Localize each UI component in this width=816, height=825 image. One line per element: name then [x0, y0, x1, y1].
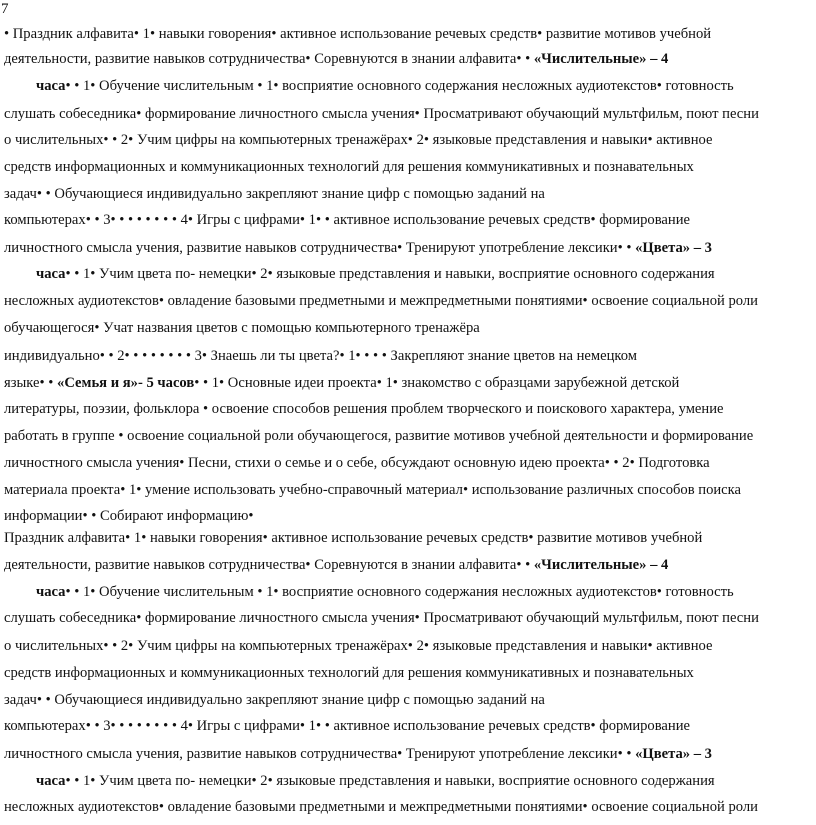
text-line: работать в группе • освоение социальной роли обучающегося, развитие мотивов учебной деятельности и формирование [4, 428, 754, 444]
text-line: средств информационных и коммуникационных технологий для решения коммуникативных и познавательных [4, 665, 694, 681]
text-line: о числительных• • 2• Учим цифры на компьютерных тренажёрах• 2• языковые представления и навыки• активное [4, 638, 713, 654]
text-line: материала проекта• 1• умение использовать учебно-справочный материал• использование различных способов поиска [4, 482, 741, 498]
text-line: личностного смысла учения, развитие навыков сотрудничества• Тренируют употребление лексики• • «Цвета» – 3 [4, 746, 712, 762]
text-line: слушать собеседника• формирование личностного смысла учения• Просматривают обучающий мультфильм, поют песни [4, 610, 759, 626]
text-line: часа• • 1• Обучение числительным • 1• восприятие основного содержания несложных аудиотекстов• готовность [36, 78, 734, 94]
text-line: обучающегося• Учат названия цветов с помощью компьютерного тренажёра [4, 320, 480, 336]
text-line: компьютерах• • 3• • • • • • • • 4• Игры с цифрами• 1• • активное использование речевых средств• формирование [4, 718, 690, 734]
text-line: часа• • 1• Учим цвета по- немецки• 2• языковые представления и навыки, восприятие основного содержания [36, 266, 715, 282]
text-line: о числительных• • 2• Учим цифры на компьютерных тренажёрах• 2• языковые представления и навыки• активное [4, 132, 713, 148]
text-line: слушать собеседника• формирование личностного смысла учения• Просматривают обучающий мультфильм, поют песни [4, 106, 759, 122]
text-line: личностного смысла учения• Песни, стихи о семье и о себе, обсуждают основную идею проекта• • 2• Подготовка [4, 455, 710, 471]
page-number: 7 [1, 1, 9, 17]
text-line: индивидуально• • 2• • • • • • • • 3• Знаешь ли ты цвета?• 1• • • • Закрепляют знание цветов на немецком [4, 348, 637, 364]
text-line: несложных аудиотекстов• овладение базовыми предметными и межпредметными понятиями• освоение социальной роли [4, 799, 758, 815]
text-line: задач• • Обучающиеся индивидуально закрепляют знание цифр с помощью заданий на [4, 186, 545, 202]
text-line: деятельности, развитие навыков сотрудничества• Соревнуются в знании алфавита• • «Числительные» – 4 [4, 557, 669, 573]
text-line: • Праздник алфавита• 1• навыки говорения• активное использование речевых средств• развитие мотивов учебной [4, 26, 712, 42]
text-line: часа• • 1• Учим цвета по- немецки• 2• языковые представления и навыки, восприятие основного содержания [36, 773, 715, 789]
text-line: несложных аудиотекстов• овладение базовыми предметными и межпредметными понятиями• освоение социальной роли [4, 293, 758, 309]
text-line: Праздник алфавита• 1• навыки говорения• активное использование речевых средств• развитие мотивов учебной [4, 530, 703, 546]
text-line: информации• • Собирают информацию• [4, 508, 254, 524]
text-line: часа• • 1• Обучение числительным • 1• восприятие основного содержания несложных аудиотекстов• готовность [36, 584, 734, 600]
text-line: литературы, поэзии, фольклора • освоение способов решения проблем творческого и поискового характера, умение [4, 401, 724, 417]
text-line: деятельности, развитие навыков сотрудничества• Соревнуются в знании алфавита• • «Числительные» – 4 [4, 51, 669, 67]
text-line: средств информационных и коммуникационных технологий для решения коммуникативных и познавательных [4, 159, 694, 175]
text-line: личностного смысла учения, развитие навыков сотрудничества• Тренируют употребление лексики• • «Цвета» – 3 [4, 240, 712, 256]
text-line: задач• • Обучающиеся индивидуально закрепляют знание цифр с помощью заданий на [4, 692, 545, 708]
text-line: языке• • «Семья и я»- 5 часов• • 1• Основные идеи проекта• 1• знакомство с образцами зарубежной детской [4, 375, 680, 391]
text-line: компьютерах• • 3• • • • • • • • 4• Игры с цифрами• 1• • активное использование речевых средств• формирование [4, 212, 690, 228]
